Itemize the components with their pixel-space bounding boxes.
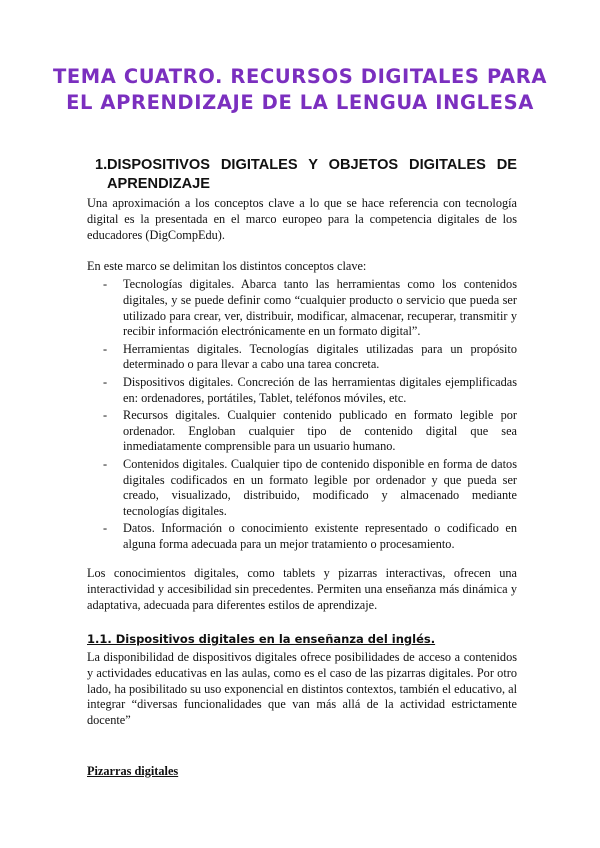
bullet-dash: - — [103, 277, 108, 291]
bullet-dash: - — [103, 456, 108, 471]
bullet-dash: - — [103, 407, 108, 422]
list-item-text: Contenidos digitales. Cualquier tipo de contenido disponible en forma de datos digitales codificados en un formato legible por ordenador y que pueda ser creado, visualizado, distribuido, modificado y almacenado mediante tecnologías digitales. — [123, 456, 517, 519]
list-item — [87, 408, 517, 455]
list-item — [87, 375, 517, 407]
list-item-text: Dispositivos digitales. Concreción de las herramientas digitales ejemplificadas en: ordenadores, portátiles, Tablet, teléfonos móviles, etc. — [123, 374, 517, 405]
concepts-list — [87, 277, 517, 555]
section-number: 1. — [95, 157, 108, 173]
subsection-paragraph: La disponibilidad de dispositivos digitales ofrece posibilidades de acceso a contenidos y actividades educativas en las aulas, como es el caso de las pizarras digitales. Por otro lado, ha posibilitado su uso exponencial en distintos contextos, también el educativo, al integrar “diversas funcionalidades que van más allá de la actividad estrictamente docente” — [87, 650, 517, 728]
section-heading-line1: DISPOSITIVOS DIGITALES Y OBJETOS DIGITALES DE — [107, 157, 517, 173]
list-item — [87, 521, 517, 553]
list-item-text: Herramientas digitales. Tecnologías digitales utilizadas para un propósito determinado o para llevar a cabo una tarea concreta. — [123, 341, 517, 372]
lead-paragraph: En este marco se delimitan los distintos conceptos clave: — [87, 259, 367, 273]
list-item-text: Tecnologías digitales. Abarca tanto las herramientas como los contenidos digitales, y se puede definir como “cualquier producto o servicio que pueda ser utilizado para crear, ver, distribuir, modificar, almacenar, recuperar, transmitir y recibir información electrónicamente en un formato digital”. — [123, 277, 517, 339]
pizarras-heading: Pizarras digitales — [87, 764, 179, 778]
intro-paragraph: Una aproximación a los conceptos clave a lo que se hace referencia con tecnología digital es la presentada en el marco europeo para la competencia digitales de los educadores (DigCompEdu). — [87, 196, 517, 242]
bullet-dash: - — [103, 521, 108, 536]
summary-paragraph: Los conocimientos digitales, como tablets y pizarras interactivas, ofrecen una interactividad y accesibilidad sin precedentes. Permiten una enseñanza más dinámica y adaptativa, adecuada para diferentes estilos de aprendizaje. — [87, 566, 517, 612]
section-heading — [95, 156, 517, 194]
subsection-heading: 1.1. Dispositivos digitales en la enseñanza del inglés. — [87, 632, 436, 646]
list-item — [87, 277, 517, 340]
list-item-text: Datos. Información o conocimiento existente representado o codificado en alguna forma adecuada para un mejor tratamiento o procesamiento. — [123, 521, 517, 552]
bullet-dash: - — [103, 374, 108, 389]
bullet-dash: - — [103, 341, 108, 356]
section-heading-line2: APRENDIZAJE — [107, 176, 210, 192]
list-item-text: Recursos digitales. Cualquier contenido publicado en formato legible por ordenador. Engloban cualquier tipo de contenido digital que sea inmediatamente comprensible para un usuario humano. — [123, 407, 517, 454]
list-item — [87, 342, 517, 374]
list-item — [87, 457, 517, 520]
page-title: TEMA CUATRO. RECURSOS DIGITALES PARA EL APRENDIZAJE DE LA LENGUA INGLESA — [52, 65, 548, 114]
